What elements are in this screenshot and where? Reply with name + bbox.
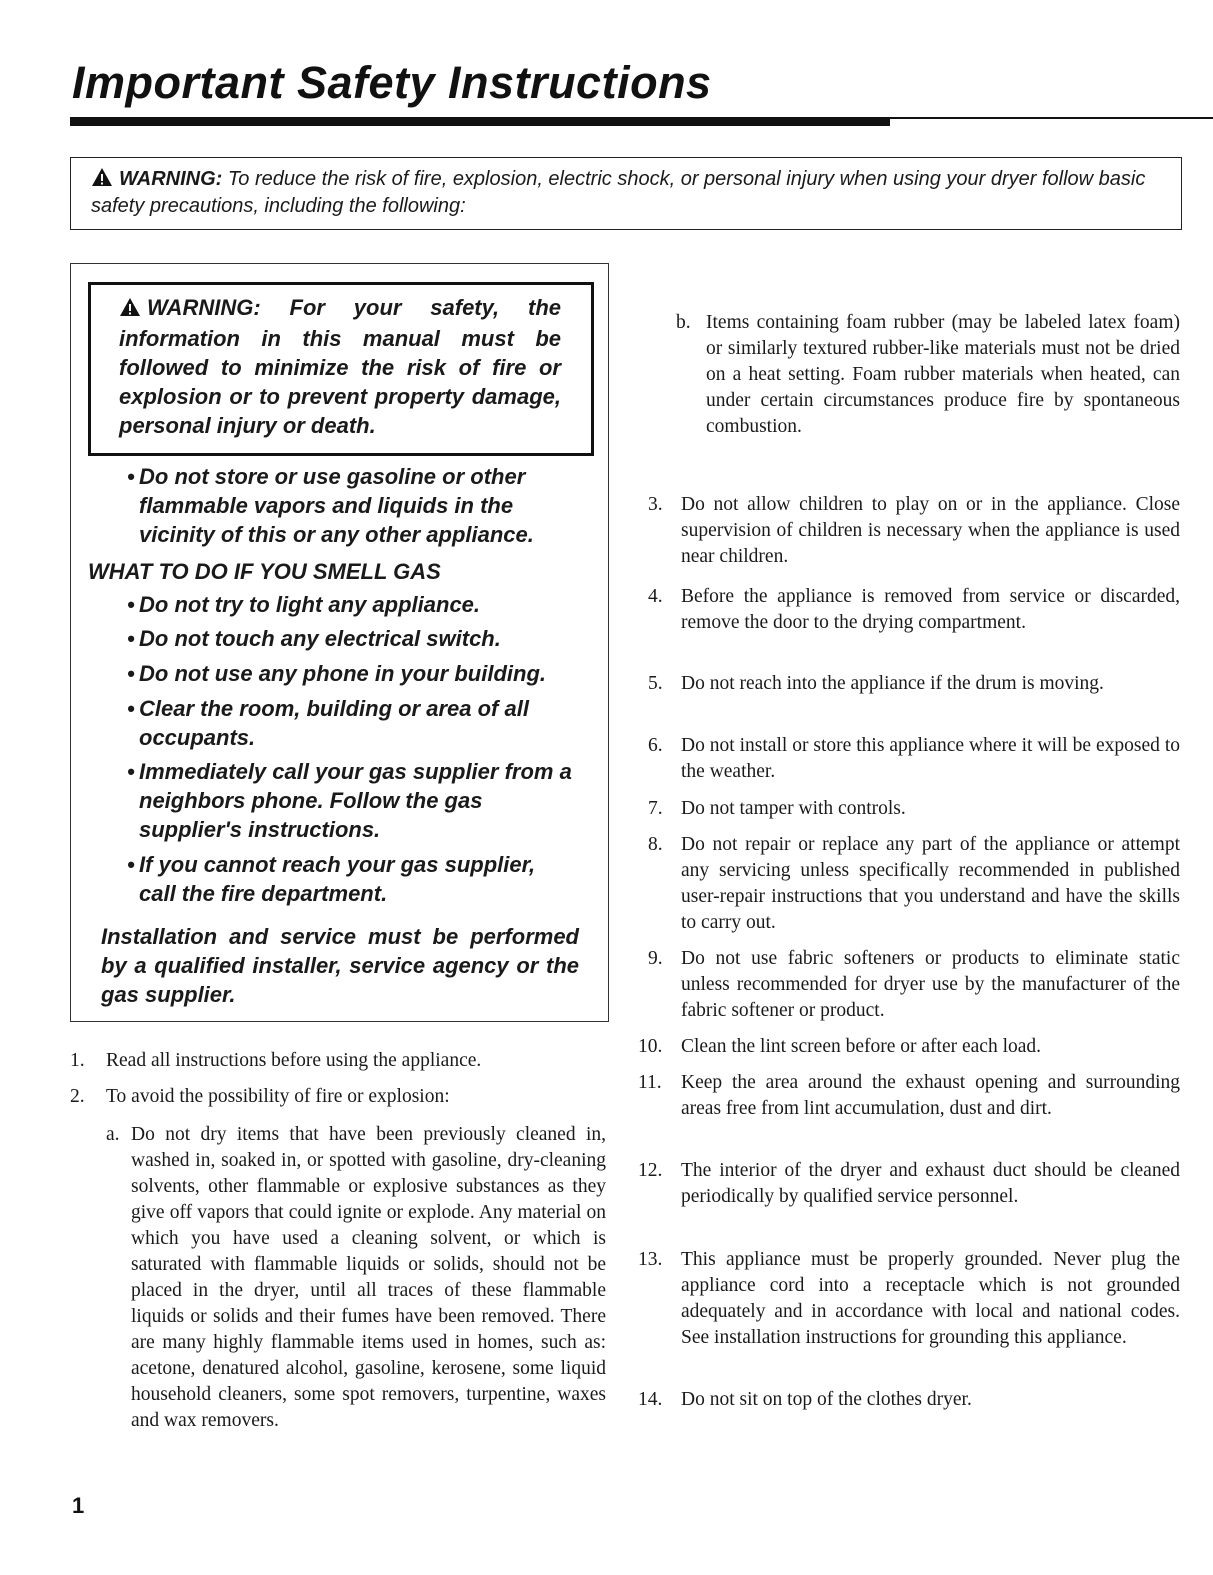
bullet-store: • Do not store or use gasoline or other flammable vapors and liquids in the vicinity of this or any other appliance.: [127, 464, 534, 547]
gas-safety-box: [70, 263, 609, 1022]
top-warning-label: WARNING:: [119, 168, 223, 190]
bullet-item: • Immediately call your gas supplier from a neighbors phone. Follow the gas supplier's instructions.: [127, 759, 572, 842]
smell-gas-heading: WHAT TO DO IF YOU SMELL GAS: [88, 559, 441, 584]
bullet-item: • Do not use any phone in your building.: [127, 661, 546, 686]
installation-note: Installation and service must be performed by a qualified installer, service agency or the gas supplier.: [101, 924, 579, 1007]
title-rule: [70, 117, 890, 126]
instructions-right-column: b. Items containing foam rubber (may be labeled latex foam) or similarly textured rubber-like materials must not be dried on a heat setting. Foam rubber materials when heated, can under certain circumstances produce fire by spontaneous combustion. 3. Do not allow children to play on or in the appliance. Close supervision of children is necessary when the appliance is used near children. 4. Before the appliance is removed from service or discarded, remove the door to the drying compartment. 5. Do not reach into the appliance if the drum is moving. 6. Do not install or store this appliance where it will be exposed to the weather. 7. Do not tamper with controls. 8. Do not repair or replace any part of the appliance or attempt any servicing unless specifically recommended in published user-repair instructions that you understand and have the skills to carry out. 9. Do not use fabric softeners or products to eliminate static unless recommended for dryer use by the manufacturer of the fabric softener or product. 10. Clean the lint screen before or after each load. 11. Keep the area around the exhaust opening and surrounding areas free from lint accumulation, dust and dirt. 12. The interior of the dryer and exhaust duct should be cleaned periodically by qualified service personnel. 13. This appliance must be properly grounded. Never plug the appliance cord into a receptacle which is not grounded adequately and in accordance with local and national codes. See installation instructions for grounding this appliance. 14. Do not sit on top of the clothes dryer.: [638, 312, 1180, 1410]
bullet-item: • Clear the room, building or area of all occupants.: [127, 696, 529, 750]
page-title: Important Safety Instructions: [72, 57, 712, 108]
warning-triangle-icon: [119, 295, 141, 324]
inner-warning-label: WARNING:: [147, 295, 261, 320]
inner-warning-text: For your safety, the information in this manual must be followed to minimize the risk of fire or explosion or to prevent property damage, personal injury or death.: [119, 295, 561, 438]
top-warning-text: To reduce the risk of fire, explosion, electric shock, or personal injury when using your dryer follow basic safety precautions, including the following:: [91, 168, 1146, 217]
instructions-left-column: 1. Read all instructions before using the appliance. 2. To avoid the possibility of fire or explosion: a. Do not dry items that have been previously cleaned in, washed in, soaked in, or spotted with gasoline, dry-cleaning solvents, other flammable or explosive substances as they give off vapors that could ignite or explode. Any material on which you have used a cleaning solvent, or which is saturated with flammable liquids or solids, should not be placed in the dryer, until all traces of these flammable liquids or solids and their fumes have been removed. There are many highly flammable items used in homes, such as: acetone, denatured alcohol, gasoline, kerosene, some liquid household cleaners, some spot removers, turpentine, waxes and wax removers.: [70, 1050, 606, 1431]
inner-warning-box: [88, 282, 594, 456]
page-number: 1: [72, 1493, 85, 1518]
bullet-item: • Do not try to light any appliance.: [127, 592, 481, 617]
bullet-item: • If you cannot reach your gas supplier, call the fire department.: [127, 852, 536, 906]
bullet-item: • Do not touch any electrical switch.: [127, 626, 501, 651]
top-warning-box: [70, 157, 1182, 230]
warning-triangle-icon: [91, 167, 113, 194]
title-rule-thin: [890, 117, 1213, 119]
